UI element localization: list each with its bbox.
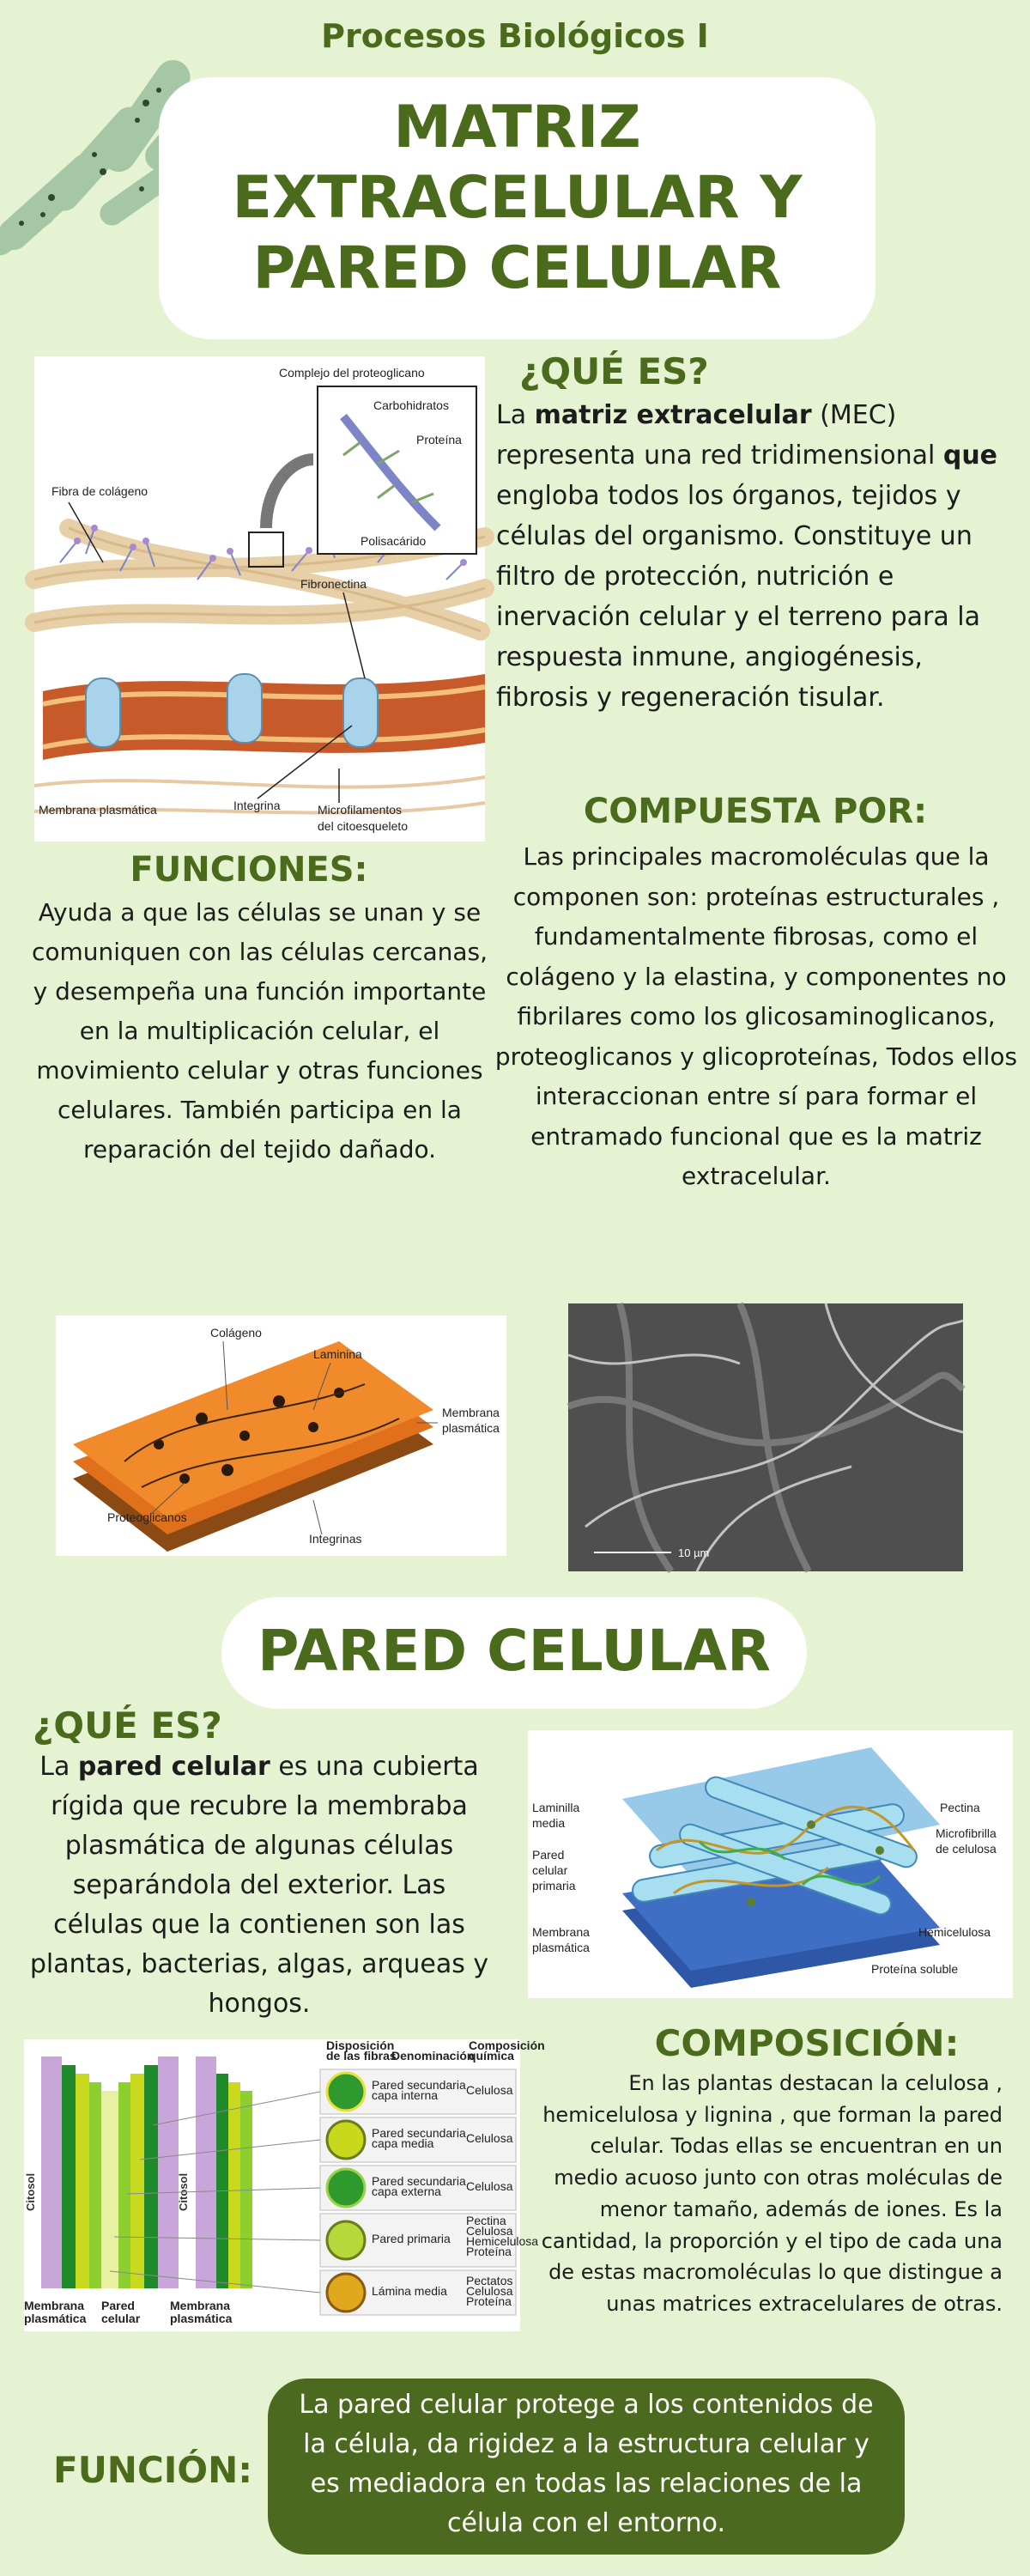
label-membrana-2a: Membrana [442,1406,500,1419]
funcion-text: La pared celular protege a los contenidos de la célula, da rigidez a la estructura celular y es mediadora en todas las relaciones de la célula con el entorno. [299,2390,874,2538]
mec-diagram-figure [34,356,485,841]
label-pared-b: celular [532,1863,568,1877]
mec-que-es-heading: ¿QUÉ ES? [519,350,709,392]
row5-comp-c: Proteína [466,2294,512,2308]
label-membrana-3a: Membrana [532,1925,590,1939]
row4-denom: Pared primaria [372,2232,451,2245]
table-header-denominacion: Denominación [391,2049,475,2063]
label-membrana-3b: plasmática [532,1941,590,1954]
label-integrina: Integrina [233,799,281,812]
row4-comp-a: Pectina [466,2214,506,2227]
row4-comp-d: Proteína [466,2245,512,2258]
label-pared-c: primaria [532,1879,576,1893]
ecm-3d-figure [56,1315,506,1556]
row1-denom-a: Pared secundaria [372,2078,466,2092]
row4-comp-b: Celulosa [466,2224,513,2238]
label-membrana: Membrana plasmática [39,803,157,817]
label-laminilla-a: Laminilla [532,1801,580,1814]
row3-comp: Celulosa [466,2179,513,2193]
label-polisacarido: Polisacárido [360,534,427,548]
label-pared-a: Pared [532,1848,565,1862]
label-bottom-membrana-left-a: Membrana [24,2299,85,2312]
label-colageno: Colágeno [210,1326,262,1340]
table-header-composicion-b: química [469,2049,514,2063]
cell-wall-layers-figure [24,2038,545,2331]
row1-comp: Celulosa [466,2083,513,2097]
label-proteoglicanos: Proteoglicanos [107,1510,187,1524]
label-carbohidratos: Carbohidratos [373,398,449,412]
pared-que-es-text: La pared celular es una cubierta rígida que recubre la membraba plasmática de algunas células separándola del exterior. Las células que la contienen son las plantas, bacterias, algas, arqueas y hongos. [29,1752,489,2019]
label-microfibrilla-a: Microfibrilla [936,1826,997,1840]
label-proteina: Proteína [416,433,462,447]
label-laminina: Laminina [313,1347,362,1361]
label-hemicelulosa: Hemicelulosa [918,1925,991,1939]
label-bottom-pared-a: Pared [101,2299,135,2312]
pared-que-es-heading: ¿QUÉ ES? [33,1704,222,1747]
row2-denom-b: capa media [372,2136,434,2150]
composicion-heading: COMPOSICIÓN: [654,2022,960,2064]
funciones-text: Ayuda a que las células se unan y se comuniquen con las células cercanas, y desempeña una función importante en la multiplicación celular, el movimiento celular y otras funciones celulares. También participa en la reparación del tejido dañado. [31,898,488,1163]
row5-comp-b: Celulosa [466,2284,513,2298]
label-laminilla-b: media [532,1816,566,1830]
label-citosol-left: Citosol [24,2172,37,2211]
cell-wall-3d-figure [528,1730,1013,1998]
micrograph-figure [568,1303,963,1571]
pared-title: PARED CELULAR [258,1618,771,1684]
funciones-heading: FUNCIONES: [130,850,368,890]
label-integrinas: Integrinas [309,1532,362,1546]
compuesta-text: Las principales macromoléculas que la componen son: proteínas estructurales , fundamentalmente fibrosas, como el colágeno y la elastina, y componentes no fibrilares como los glicosaminoglicanos, proteoglicanos y glicoproteínas, Todos ellos interaccionan entre sí para formar el entramado funcional que es la matriz extracelular. [494,842,1018,1190]
label-citoesqueleto: del citoesqueleto [318,819,409,833]
row5-comp-a: Pectatos [466,2274,513,2287]
row2-comp: Celulosa [466,2131,513,2145]
main-title: MATRIZ EXTRACELULAR Y PARED CELULAR [232,94,803,302]
label-membrana-2b: plasmática [442,1421,500,1435]
label-fibra-colageno: Fibra de colágeno [52,484,148,498]
mec-que-es-text: La matriz extracelular (MEC) representa una red tridimensional que engloba todos los órganos, tejidos y células del organismo. Constituye un filtro de protección, nutrición e inervación celular y el terreno para la respuesta inmune, angiogénesis, fibrosis y regeneración tisular. [496,400,998,713]
label-microfibrilla-b: de celulosa [936,1842,997,1856]
label-complejo: Complejo del proteoglicano [279,366,425,380]
label-fibronectina: Fibronectina [300,577,367,591]
row3-denom-a: Pared secundaria [372,2174,466,2188]
label-microfilamentos: Microfilamentos [318,803,403,817]
label-proteina-soluble: Proteína soluble [871,1962,959,1976]
label-bottom-membrana-right-a: Membrana [170,2299,231,2312]
compuesta-heading: COMPUESTA POR: [583,792,928,831]
composicion-text: En las plantas destacan la celulosa , hemicelulosa y lignina , que forman la pared celular. Todas ellas se encuentran en un medio acuoso junto con otras moléculas de menor tamaño, además de iones. Es la cantidad, la proporción y el tipo de cada una de estas macromoléculas lo que distingue a unas matrices extracelulares de otras. [541,2071,1003,2316]
row4-comp-c: Hemicelulosa [466,2234,539,2248]
micrograph-scale-label: 10 µm [678,1546,710,1559]
row1-denom-b: capa interna [372,2088,439,2102]
table-header-composicion-a: Composición [469,2038,545,2052]
row5-denom: Lámina media [372,2284,447,2298]
table-header-disposicion-b: de las fibras [326,2049,397,2063]
row2-denom-a: Pared secundaria [372,2126,466,2140]
label-bottom-membrana-right-b: plasmática [170,2312,233,2325]
label-bottom-membrana-left-b: plasmática [24,2312,87,2325]
table-header-disposicion-a: Disposición [326,2038,395,2052]
label-bottom-pared-b: celular [101,2312,141,2325]
funcion-label: FUNCIÓN: [53,2449,253,2491]
row3-denom-b: capa externa [372,2184,441,2198]
course-label: Procesos Biológicos I [321,17,709,55]
label-pectina: Pectina [940,1801,980,1814]
